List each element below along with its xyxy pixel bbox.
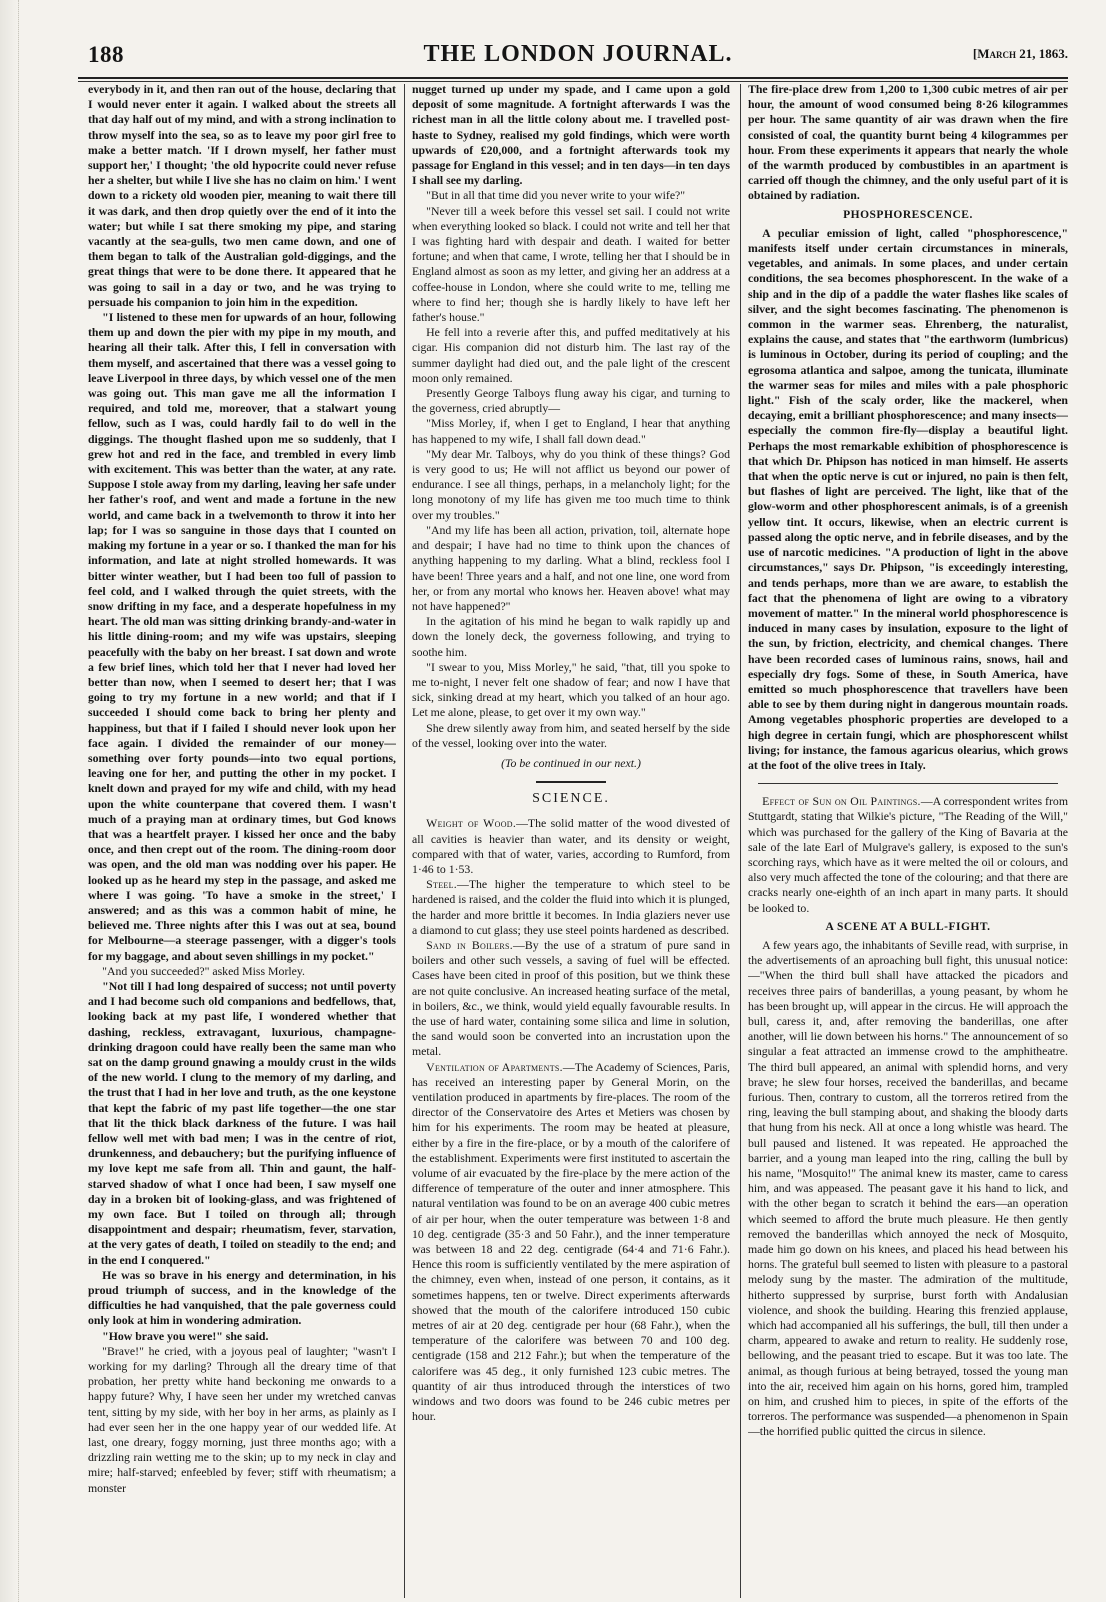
science-item-head: Ventilation of Apartments. [426, 1059, 563, 1074]
science-item [412, 877, 730, 938]
bullfight-title: A SCENE AT A BULL-FIGHT. [825, 920, 991, 933]
sun-item [748, 794, 1068, 916]
page-number: 188 [88, 42, 124, 67]
column-divider-2 [740, 84, 741, 1598]
science-heading: SCIENCE. [532, 791, 610, 807]
story-paragraph: He fell into a reverie after this, and puffed meditatively at his cigar. His companion did not disturb him. The last ray of the summer daylight had died out, and the pale light of the crescent moon only remained. [412, 325, 730, 385]
science-item [412, 938, 730, 1060]
continued-note: (To be continued in our next.) [501, 755, 641, 770]
story-paragraph: "Not till I had long despaired of success; not until poverty and I had become such old companions and bedfellows, that, looking back at my past life, I wondered whether that dashing, reckless, extravagant, luxurious, champagne-drinking dragoon could have really been the same man who sat on the damp ground gnawing a mouldy crust in the wilds of the new world. I clung to the memory of my darling, and the trust that I had in her love and truth, as the one keystone that kept the fabric of my past life together—the one star that lit the thick black darkness of the future. I was hail fellow well met with bad men; I was in the centre of riot, drunkenness, and debauchery; but the purifying influence of my love kept me safe from all. Thin and gaunt, the half-starved shadow of what I once had been, I saw myself one day in a broken bit of looking-glass, and was frightened of my own face. But I toiled on through all; through disappointment and despair; rheumatism, fever, starvation, at the very gates of death, I toiled on steadily to the end; and in the end I conquered." [88, 978, 396, 1267]
page-binding-edge [0, 0, 19, 1602]
phosphorescence-text: A peculiar emission of light, called "phosphorescence," manifests itself under certain circumstances in minerals, vegetables, and animals. In some places, and under certain conditions, the sea becomes phosphorescent. In the wake of a ship and in the dip of a paddle the water flashes like scales of silver, and the sight becomes fascinating. The phenomenon is common in the warmer seas. Ehrenberg, the naturalist, explains the cause, and states that "the earthworm (lumbricus) is luminous in October, during its period of coupling; and the egrosoma atlantica and salpoe, among the tunicata, illuminate the warmer seas for miles and miles with a pale phosphoric light." Fish of the scaly order, like the mackerel, when decaying, emit a brilliant phosphorescence; and many insects—especially the common fire-fly—display a beautiful light. Perhaps the most remarkable exhibition of phosphorescence is that which Dr. Phipson has noticed in man himself. He asserts that when the optic nerve is cut or injured, no pain is then felt, but flashes of light are perceived. The light, like that of the glow-worm and other phosphorescent animals, is of a greenish yellow tint. It occurs, likewise, when an electric current is passed along the optic nerve, and in febrile diseases, and by the use of narcotic medicines. "A production of light in the above circumstances," says Dr. Phipson, "is exceedingly interesting, and tends perhaps, more than we are aware, to establish the fact that the phenomena of light are owing to a vibratory movement of matter." In the mineral world phosphorescence is induced in many cases by insulation, exposure to the light of the sun, by friction, electricity, and chemical changes. There have been recorded cases of luminous rains, snows, hail and especially dry fogs. Some of these, in South America, have emitted so much phosphorescence that travellers have been able to see by them during night in dangerous mountain roads. Among vegetables phosphoric properties are developed to a high degree in certain fungi, which are phosphorescent whilst living; for instance, the famous agaricus olearius, which grows at the foot of the olive trees in Italy. [748, 225, 1068, 772]
story-paragraph: He was so brave in his energy and determination, in his proud triumph of success, and in the knowledge of the difficulties he had vanquished, that the pale governess could only look at him in wondering admiration. [88, 1267, 396, 1328]
story-paragraph: "And my life has been all action, privation, toil, alternate hope and despair; I have had no time to think upon the chances of anything happening to my darling. What a blind, reckless fool I have been! Three years and a half, and not one line, one word from her, or from any mortal who knows her. Heaven above! what may not have happened?" [412, 522, 730, 613]
column-right [748, 82, 1068, 1597]
story-paragraph: She drew silently away from him, and seated herself by the side of the vessel, looking over into the water. [412, 720, 730, 750]
story-paragraph: everybody in it, and then ran out of the house, declaring that I would never enter it again. I walked about the streets all that day half out of my mind, and with a strong inclination to throw myself into the sea, so as to leave my poor girl free to make a better match. 'If I drown myself, her father must support her,' I thought; 'the old hypocrite could never refuse her a shelter, but while I live she has no claim on him.' I went down to a rickety old wooden pier, meaning to wait there till it was dark, and then drop quietly over the end of it into the water; but while I sat there smoking my pipe, and staring vacantly at the sea-gulls, two men came down, and one of them began to talk of the Australian gold-diggings, and the great things that were to be done there. It appeared that he was going to sail in a day or two, and he was trying to persuade his companion to join him in the expedition. [88, 82, 396, 309]
issue-date: [March 21, 1863. [972, 46, 1068, 61]
science-item-head: Sand in Boilers. [426, 937, 514, 952]
science-item [412, 816, 730, 877]
story-paragraph: "I listened to these men for upwards of an hour, following them up and down the pier with my pipe in my mouth, and hearing all their talk. After this, I fell in conversation with them myself, and ascertained that there was a vessel going to leave Liverpool in three days, by which vessel one of the men was going out. This man gave me all the information I required, and told me, moreover, that a stalwart young fellow, such as I was, could hardly fail to do well in the diggings. The thought flashed upon me so suddenly, that I grew hot and red in the face, and trembled in every limb with excitement. This was better than the water, at any rate. Suppose I stole away from my darling, leaving her safe under her father's roof, and went and made a fortune in the new world, and came back in a twelvemonth to throw it into her lap; for I was so sanguine in those days that I counted on making my fortune in a year or so. I thanked the man for his information, and late at night strolled homewards. It was bitter winter weather, but I had been too full of passion to feel cold, and I walked through the quiet streets, with the snow drifting in my face, and a desperate hopefulness in my heart. The old man was sitting drinking brandy-and-water in his little dining-room; and my wife was upstairs, sleeping peacefully with the baby on her breast. I sat down and wrote a few brief lines, which told her that I never had loved her better than now, when I seemed to desert her; that I was going to try my fortune in a new world; and that if I succeeded I should come back to bring her plenty and happiness, but that if I failed I should never look upon her face again. I divided the remainder of our money—something over forty pounds—into two equal portions, leaving one for her, and putting the other in my pocket. I knelt down and prayed for my wife and child, with my head upon the white counterpane that covered them. I wasn't much of a praying man at ordinary times, but God knows that was a heartfelt prayer. I kissed her once and the baby once, and then crept out of the room. The dining-room door was open, and the old man was nodding over his paper. He looked up as he heard my step in the passage, and asked me where I was going. 'To have a smoke in the street,' I answered; and as this was a common habit of mine, he believed me. Three nights after this I was out at sea, bound for Melbourne—a steerage passenger, with a digger's tools for my baggage, and about seven shillings in my pocket." [88, 310, 396, 963]
story-paragraph: "And you succeeded?" asked Miss Morley. [102, 963, 305, 978]
science-item-head: Weight of Wood. [426, 816, 517, 831]
section-rule [536, 781, 606, 783]
sun-item-text: —A correspondent writes from Stuttgardt, stating that Wilkie's picture, "The Reading of the Will," which was purchased for the gallery of the King of Bavaria at the sale of the late Earl of Mulgrave's gallery, is exposed to the sun's scorching rays, which have as it were melted the oil or colours, and also very much affected the tone of the colouring; and that there are cracks nearly one-eighth of an inch apart in many parts. It should be looked to. [748, 794, 1068, 915]
science-item-text: —The higher the temperature to which steel to be hardened is raised, and the colder the fluid into which it is plunged, the harder and more brittle it becomes. In India glaziers never use a diamond to cut glass; they use steel points hardened as described. [412, 877, 730, 937]
story-paragraph: "But in all that time did you never write to your wife?" [426, 188, 686, 203]
story-paragraph: Presently George Talboys flung away his cigar, and turning to the governess, cried abruptly— [412, 386, 730, 416]
bullfight-text: A few years ago, the inhabitants of Seville read, with surprise, in the advertisements of an aproaching bull fight, this unusual notice:—"When the third bull shall have attacked the picadors and receives three pairs of banderillas, a young peasant, by whom he has been brought up, will appear in the circus. He will approach the bull, caress it, and, after removing the banderillas, one after another, will lie down between his horns." The announcement of so singular a feat attracted an immense crowd to the amphitheatre. The third bull appeared, an animal with splendid horns, and very brave; he slew four horses, received the banderillas, and became furious. Then, contrary to custom, all the torreros retired from the ring, leaving the bull stamping about, and shaking the bloody darts that hung from his neck. All at once a long whistle was heard. The bull paused and listened. It was repeated. He approached the barrier, and a young man leaped into the ring, calling the bull by his name, "Mosquito!" The animal knew its master, came to caress him, and was appeased. The peasant gave it his hand to lick, and with the other began to scratch it behind the ears—an operation which seemed to afford the brute much pleasure. He then gently removed the banderillas which annoyed the neck of Mosquito, made him go down on his knees, and placed his head between his horns. The grateful bull seemed to listen with pleasure to a pastoral melody sung by the master. The admiration of the multitude, hitherto suppressed by surprise, burst forth with Andalusian violence, and shook the building. Hearing this frenzied applause, which had accompanied all his sufferings, the bull, till then under a charm, appeared to awake and return to reality. He suddenly rose, bellowing, and the peasant tried to escape. But it was too late. The animal, as though furious at being betrayed, tossed the young man into the air, received him again on his horns, gored him, trampled on him, and crushed him to pieces, in spite of the efforts of the torreros. The performance was suspended—a phenomenon in Spain—the horrified public quitted the circus in silence. [748, 937, 1068, 1439]
story-paragraph: In the agitation of his mind he began to walk rapidly up and down the lonely deck, the governess following, and trying to soothe him. [412, 614, 730, 659]
masthead-rule [78, 77, 1068, 79]
story-paragraph: nugget turned up under my spade, and I came upon a gold deposit of some magnitude. A fortnight afterwards I was the richest man in all the little colony about me. I travelled post-haste to Sydney, realised my gold findings, which were worth upwards of £20,000, and a fortnight afterwards took my passage for England in this vessel; and in ten days—in ten days I shall see my darling. [412, 82, 730, 188]
column-middle [412, 82, 730, 1597]
story-paragraph: "My dear Mr. Talboys, why do you think of these things? God is very good to us; He will not afflict us beyond our power of endurance. I see all things, perhaps, in a melancholy light; for the long monotony of my life has given me too much time to think over my troubles." [412, 446, 730, 522]
story-paragraph: "Miss Morley, if, when I get to England, I hear that anything has happened to my wife, I shall fall down dead." [412, 416, 730, 446]
section-rule [758, 783, 1058, 784]
science-item-text: —By the use of a stratum of pure sand in boilers and other such vessels, a saving of fuel will be effected. Cases have been cited in proof of this position, but we think these are not quite conclusive. An increased heating surface of the metal, in boilers, &c., we think, would yield equally favourable results. In the use of hard water, containing some silica and lime in solution, the sand would soon be converted into an incrustation upon the metal. [412, 937, 730, 1059]
masthead [88, 38, 1068, 68]
story-paragraph: "Brave!" he cried, with a joyous peal of laughter; "wasn't I working for my darling? Through all the dreary time of that probation, her pretty white hand beckoning me onwards to a happy future? Why, I have seen her under my wretched canvas tent, sitting by my side, with her boy in her arms, as plainly as I had ever seen her in the one happy year of our wedded life. At last, one dreary, foggy morning, just three months ago; with a drizzling rain wetting me to the skin; up to my neck in clay and mire; half-starved; enfeebled by fever; stiff with rheumatism; a monster [88, 1343, 396, 1495]
phosphorescence-title: PHOSPHORESCENCE. [843, 208, 973, 221]
column-divider-1 [404, 84, 405, 1598]
sun-item-head: Effect of Sun on Oil Paintings. [762, 794, 921, 809]
science-item [412, 1060, 730, 1425]
story-paragraph: "Never till a week before this vessel set sail. I could not write when everything looked so black. I could not write and tell her that I was fighting hard with despair and death. I waited for better fortune; and when that came, I wrote, telling her that I should be in England almost as soon as my letter, and giving her an address at a coffee-house in London, where she could write to me, telling me where to find her; though she is hardly likely to have left her father's house." [412, 203, 730, 325]
column-left [88, 82, 396, 1597]
story-paragraph: "How brave you were!" she said. [102, 1328, 269, 1343]
journal-title: THE LONDON JOURNAL. [423, 41, 733, 67]
science-item-text: —The solid matter of the wood divested of all cavities is heavier than water, and its density or weight, compared with that of water, varies, according to Rumford, from 1·46 to 1·53. [412, 816, 730, 876]
science-item-text: —The Academy of Sciences, Paris, has received an interesting paper by General Morin, on the ventilation produced in apartments by fire-places. The room of the director of the Conservatoire des Artes et Metiers was chosen by him for his experiments. The room may be heated at pleasure, either by a fire in the fire-place, or by a mouth of the calorifere of the establishment. Experiments were first instituted to ascertain the volume of air evacuated by the fire-place by the mere action of the difference of temperature of the outer and inner atmosphere. This natural ventilation was found to be on an average 400 cubic metres of air per hour, when the outer temperature was between 1·8 and 10 deg. centigrade (35·3 and 50 Fahr.), and the inner temperature was between 18 and 22 deg. centigrade (64·4 and 71·6 Fahr.). Hence this room is sufficiently ventilated by the mere aspiration of the chimney, even when, instead of one person, it contains, as it sometimes happens, ten or twelve. Direct experiments afterwards showed that the mouth of the calorifere introduced 150 cubic metres of air at 20 deg. centigrade per hour (68 Fahr.), when the temperature of the calorifere was between 70 and 100 deg. centigrade (158 and 212 Fahr.); but when the temperature of the calorifere was 45 deg., it only furnished 123 cubic metres. The quantity of air thus introduced through the interstices of two windows and two doors was found to be 246 cubic metres per hour. [412, 1059, 730, 1424]
science-item-head: Steel. [426, 877, 458, 892]
story-paragraph: "I swear to you, Miss Morley," he said, "that, till you spoke to me to-night, I never felt one shadow of fear; and now I have that sick, sinking dread at my heart, which you talked of an hour ago. Let me alone, please, to get over it my own way." [412, 659, 730, 720]
science-paragraph: The fire-place drew from 1,200 to 1,300 cubic metres of air per hour, the amount of wood consumed being 8·26 kilogrammes per hour. The same quantity of air was drawn when the fire consisted of coal, the quantity burnt being 4 kilogrammes per hour. From these experiments it appears that nearly the whole of the warmth produced by combustibles in an apartment is carried off though the chimney, and the only useful part of it is obtained by radiation. [748, 82, 1068, 203]
